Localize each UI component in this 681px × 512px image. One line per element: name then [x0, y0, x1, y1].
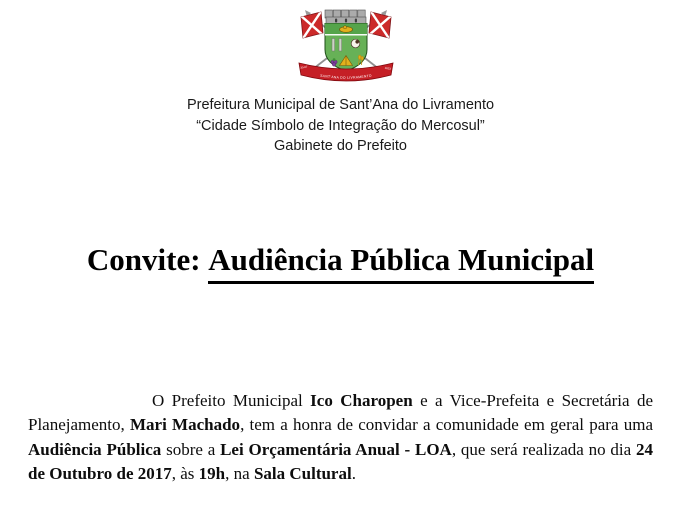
document-title — [0, 240, 681, 284]
ribbon-center-text: SANT’ANA DO LIVRAMENTO — [319, 73, 373, 80]
shield-icon — [325, 24, 367, 72]
org-department: Gabinete do Prefeito — [273, 138, 407, 154]
ribbon-right-text: 1823 — [384, 65, 392, 71]
org-name: Prefeitura Municipal de Sant’Ana do Livramento — [186, 97, 495, 113]
title-prefix: Convite: — [86, 242, 209, 277]
title-underlined: Audiência Pública Municipal — [208, 240, 594, 284]
flag-right-icon — [368, 10, 392, 40]
letterhead — [0, 95, 681, 157]
body-paragraph: O Prefeito Municipal Ico Charopen e a Vice-Prefeita e Secretária de Planejamento, Mari Machado, tem a honra de convidar a comunidade em geral para uma Audiência Pública sobre a Lei Orçamentária Anual - LOA, que será realizada no dia 24 de Outubro de 2017, às 19h, na Sala Cultural. — [28, 391, 653, 484]
ribbon-left-text: 30-07 — [300, 64, 308, 70]
coat-of-arms — [296, 7, 396, 89]
flag-left-icon — [300, 10, 324, 40]
org-motto: “Cidade Símbolo de Integração do Mercosul” — [196, 117, 485, 134]
